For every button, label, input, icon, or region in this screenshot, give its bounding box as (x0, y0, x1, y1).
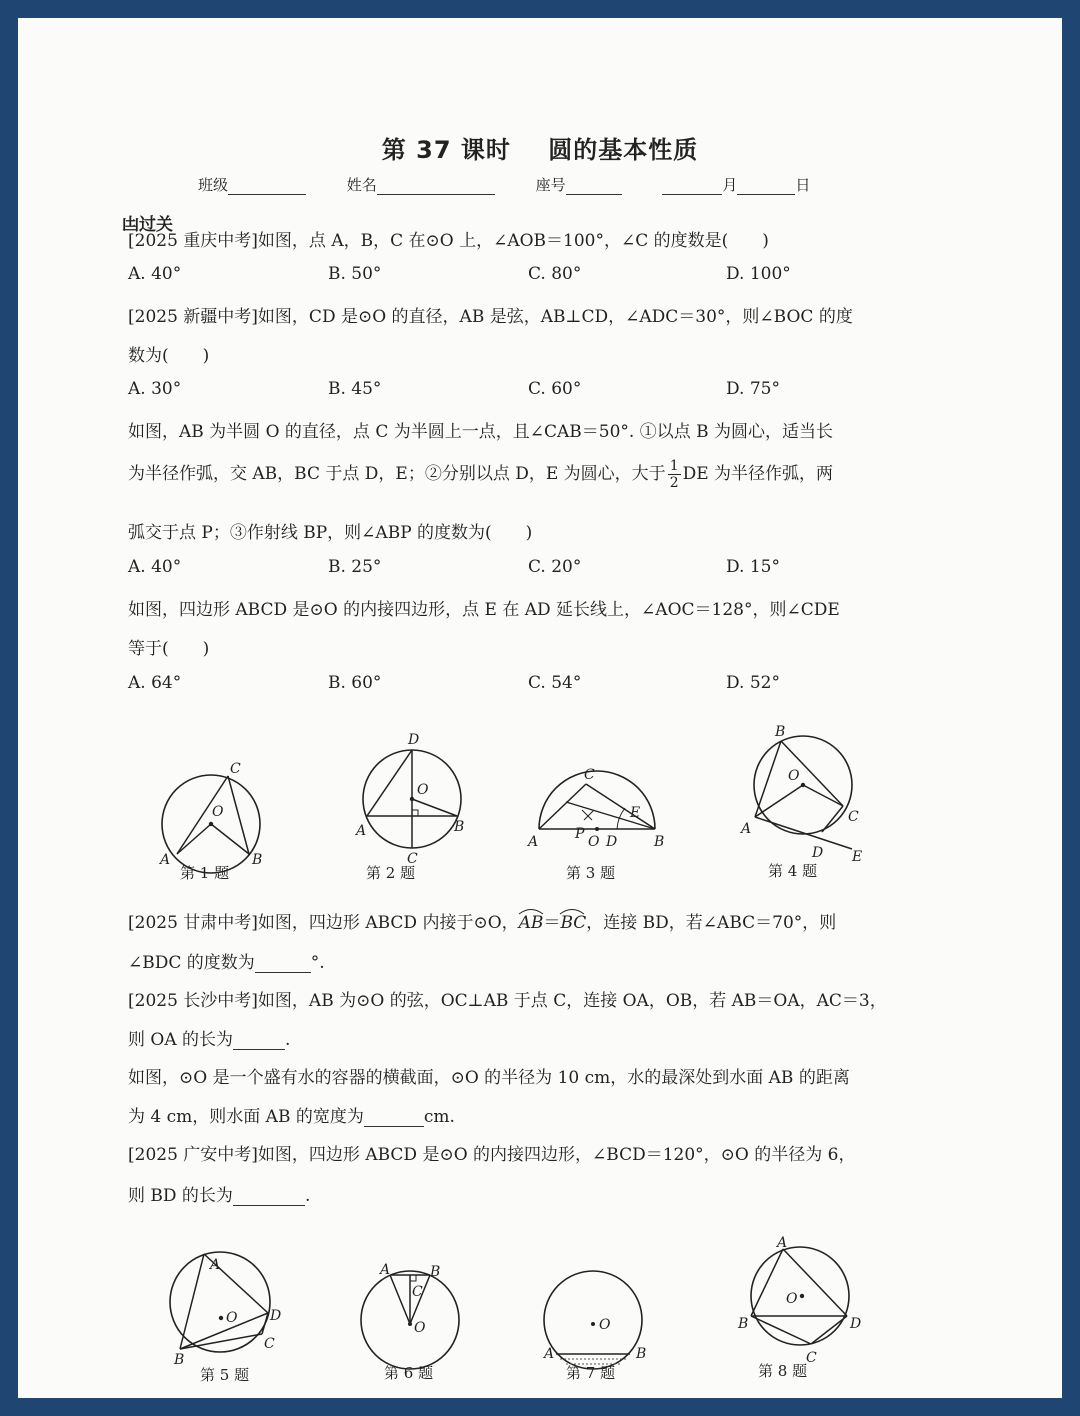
day-label: 日 (795, 176, 811, 194)
q3-line-2-start: 为半径作弧，交 AB，BC 于点 D，E；②分别以点 D，E 为圆心，大于 (128, 464, 666, 484)
question-1-text: [2025 重庆中考]如图，点 A，B，C 在⊙O 上，∠AOB＝100°，∠C 的度数是( ) (128, 231, 769, 251)
q2-option-c[interactable]: C. 60° (528, 379, 582, 399)
q8-line-2-start: 则 BD 的长为 (128, 1186, 233, 1206)
question-7-line-2 (128, 1102, 455, 1127)
q3-option-d[interactable]: D. 15° (726, 557, 780, 577)
lesson-number: 第 37 课时 (381, 136, 511, 164)
fig3-label-b: B (654, 834, 665, 850)
class-field[interactable] (228, 180, 306, 195)
q5-line-1-end: ，连接 BD，若∠ABC＝70°，则 (586, 913, 837, 933)
fig6-label-a: A (380, 1262, 391, 1278)
q7-answer-blank[interactable] (364, 1110, 424, 1127)
fig5-label-b: B (174, 1352, 185, 1368)
figure-1-circle-diagram (148, 736, 278, 876)
question-3-line-1: 如图，AB 为半圆 O 的直径，点 C 为半圆上一点，且∠CAB＝50°. ①以点 B 为圆心，适当长 (128, 422, 833, 442)
fig2-label-d: D (408, 732, 420, 748)
question-5-line-1 (128, 908, 836, 933)
page-title (18, 130, 1062, 165)
figure-8-caption: 第 8 题 (758, 1362, 808, 1380)
q3-option-a[interactable]: A. 40° (128, 557, 182, 577)
q2-option-d[interactable]: D. 75° (726, 379, 780, 399)
class-label: 班级 (198, 176, 229, 194)
figure-4-caption: 第 4 题 (768, 862, 818, 880)
q5-answer-blank[interactable] (255, 956, 311, 973)
q4-option-a[interactable]: A. 64° (128, 673, 182, 693)
fig8-label-o: O (786, 1291, 798, 1307)
fig3-label-c: C (584, 767, 595, 783)
fig1-label-b: B (252, 852, 263, 868)
q7-line-2-start: 为 4 cm，则水面 AB 的宽度为 (128, 1107, 364, 1127)
figure-7-water-container-diagram (538, 1258, 678, 1378)
fig4-label-e: E (852, 849, 863, 865)
fig3-label-o: O (588, 834, 600, 850)
fig2-label-o: O (417, 782, 429, 798)
question-4-line-2: 等于( ) (128, 639, 210, 659)
q6-line-2-end: . (285, 1030, 291, 1050)
q6-answer-blank[interactable] (233, 1033, 285, 1050)
question-5-line-2 (128, 948, 325, 973)
fig6-label-c: C (412, 1284, 423, 1300)
fig8-label-b: B (738, 1316, 749, 1332)
figure-1-caption: 第 1 题 (180, 864, 230, 882)
q8-answer-blank[interactable] (233, 1189, 305, 1206)
question-8-line-2 (128, 1181, 310, 1206)
fig3-label-p: P (575, 826, 585, 842)
figure-2-caption: 第 2 题 (366, 864, 416, 882)
lesson-topic: 圆的基本性质 (548, 136, 699, 164)
q4-option-b[interactable]: B. 60° (328, 673, 382, 693)
worksheet-page (18, 18, 1062, 1398)
seat-label: 座号 (535, 176, 566, 194)
section-title: 凷过关 (122, 215, 173, 235)
fig3-label-d: D (606, 834, 618, 850)
fig1-label-c: C (230, 761, 241, 777)
figure-2-circle-diagram (330, 714, 480, 864)
q6-line-2-start: 则 OA 的长为 (128, 1030, 234, 1050)
figure-4-circle-diagram (726, 716, 886, 866)
q3-line-2-end: DE 为半径作弧，两 (682, 464, 834, 484)
fraction-numerator: 1 (669, 458, 679, 474)
q3-option-c[interactable]: C. 20° (528, 557, 582, 577)
question-3-line-3: 弧交于点 P；③作射线 BP，则∠ABP 的度数为( ) (128, 523, 533, 543)
fig1-label-a: A (160, 852, 171, 868)
q4-option-c[interactable]: C. 54° (528, 673, 582, 693)
fig3-label-e: E (630, 805, 641, 821)
question-6-line-1: [2025 长沙中考]如图，AB 为⊙O 的弦，OC⊥AB 于点 C，连接 OA，OB，若 AB＝OA，AC＝3， (128, 991, 887, 1011)
arc-ab-mark (517, 907, 545, 915)
fig4-label-o: O (788, 768, 800, 784)
fig4-label-b: B (775, 724, 786, 740)
fig7-label-a: A (544, 1346, 555, 1362)
fig6-label-o: O (414, 1320, 426, 1336)
fig3-label-a: A (528, 834, 539, 850)
q2-option-a[interactable]: A. 30° (128, 379, 182, 399)
figure-3-semicircle-diagram (522, 762, 682, 872)
name-field[interactable] (377, 180, 495, 195)
fig8-label-a: A (777, 1235, 788, 1251)
question-2-line-1: [2025 新疆中考]如图，CD 是⊙O 的直径，AB 是弦，AB⊥CD，∠ADC＝30°，则∠BOC 的度 (128, 307, 853, 327)
name-label: 姓名 (346, 176, 377, 194)
fig5-label-o: O (226, 1310, 238, 1326)
fig4-label-a: A (741, 821, 752, 837)
q1-option-a[interactable]: A. 40° (128, 264, 182, 284)
question-4-line-1: 如图，四边形 ABCD 是⊙O 的内接四边形，点 E 在 AD 延长线上，∠AOC＝128°，则∠CDE (128, 600, 840, 620)
q5-line-1-start: [2025 甘肃中考]如图，四边形 ABCD 内接于⊙O， (128, 913, 519, 933)
arc-ab (519, 913, 544, 933)
fig6-label-b: B (430, 1264, 441, 1280)
fig5-label-d: D (270, 1308, 282, 1324)
fig4-label-d: D (812, 845, 824, 861)
q1-option-d[interactable]: D. 100° (726, 264, 791, 284)
question-3-line-2 (128, 458, 833, 491)
arc-ab-label: AB (518, 913, 544, 933)
month-field[interactable] (662, 180, 722, 195)
question-7-line-1: 如图，⊙O 是一个盛有水的容器的横截面，⊙O 的半径为 10 cm，水的最深处到水面 AB 的距离 (128, 1068, 850, 1088)
arc-bc-label: BC (560, 913, 587, 933)
fig2-label-a: A (356, 823, 367, 839)
figure-8-circle-diagram (726, 1214, 876, 1364)
fig8-label-d: D (850, 1316, 862, 1332)
q4-option-d[interactable]: D. 52° (726, 673, 780, 693)
fig2-label-c: C (407, 851, 418, 864)
equals-sign: ＝ (543, 913, 561, 933)
month-label: 月 (722, 176, 738, 194)
fraction-denominator: 2 (669, 475, 679, 491)
q3-option-b[interactable]: B. 25° (328, 557, 382, 577)
fraction-one-half (668, 458, 681, 491)
fig4-label-c: C (848, 809, 859, 825)
q2-option-b[interactable]: B. 45° (328, 379, 382, 399)
figure-5-circle-diagram (158, 1238, 308, 1368)
fig2-label-b: B (454, 819, 465, 835)
figure-6-caption: 第 6 题 (384, 1364, 434, 1382)
figure-6-circle-diagram (358, 1248, 488, 1378)
arc-bc (560, 913, 586, 933)
figure-3-caption: 第 3 题 (566, 864, 616, 882)
fig5-label-c: C (264, 1336, 275, 1352)
q1-option-c[interactable]: C. 80° (528, 264, 582, 284)
seat-field[interactable] (566, 180, 622, 195)
fig1-label-o: O (212, 804, 224, 820)
arc-bc-mark (558, 907, 586, 915)
q5-line-2-start: ∠BDC 的度数为 (128, 953, 255, 973)
figure-7-caption: 第 7 题 (566, 1364, 616, 1382)
question-2-line-2: 数为( ) (128, 346, 210, 366)
question-6-line-2 (128, 1025, 290, 1050)
fig7-label-b: B (636, 1346, 647, 1362)
fig5-label-a: A (210, 1257, 221, 1273)
q8-line-2-end: . (304, 1186, 311, 1206)
question-8-line-1: [2025 广安中考]如图，四边形 ABCD 是⊙O 的内接四边形，∠BCD＝120°，⊙O 的半径为 6， (128, 1145, 856, 1165)
fig7-label-o: O (599, 1317, 611, 1333)
q5-line-2-end: °. (310, 953, 325, 973)
student-info-row (198, 174, 810, 195)
q1-option-b[interactable]: B. 50° (328, 264, 382, 284)
fig8-label-c: C (806, 1350, 817, 1364)
figure-5-caption: 第 5 题 (200, 1366, 250, 1384)
day-field[interactable] (737, 180, 795, 195)
q7-line-2-end: cm. (423, 1107, 455, 1127)
